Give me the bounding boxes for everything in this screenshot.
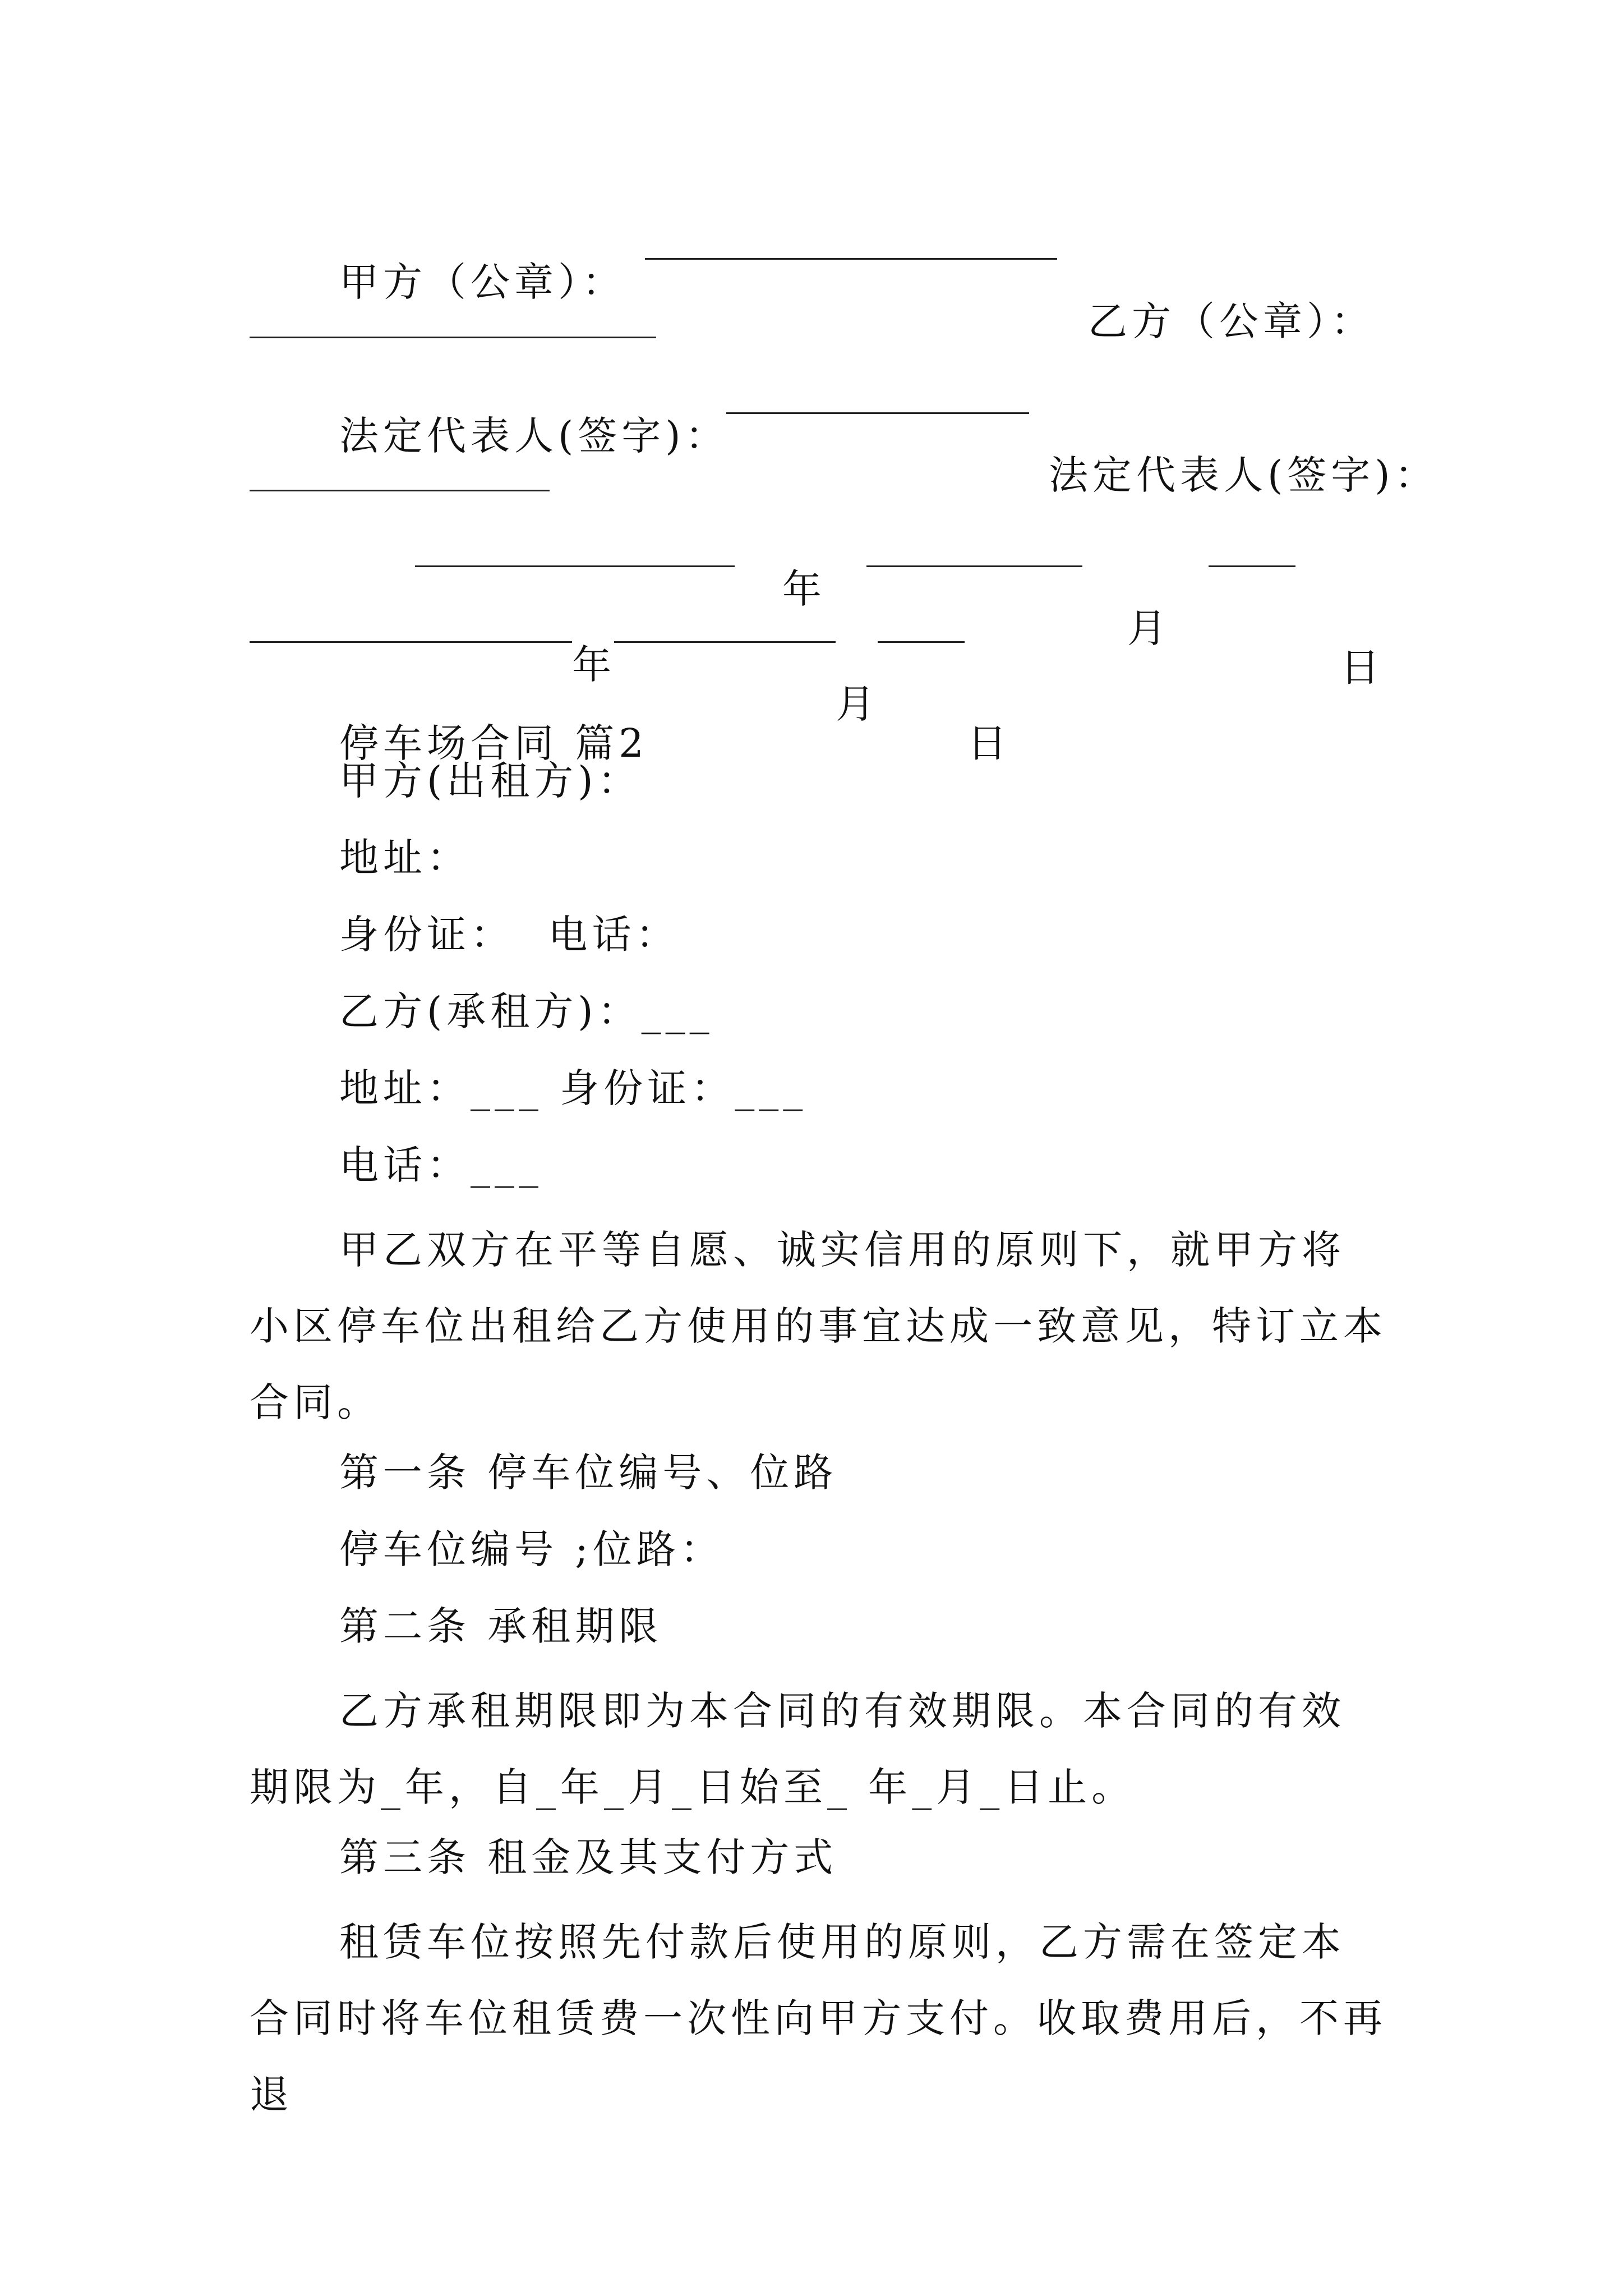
date-b-year: 年 <box>572 642 616 688</box>
party-b-seal-blank <box>250 337 656 338</box>
legal-rep-a-label: 法定代表人(签字)： <box>339 413 729 459</box>
lessee-label: 乙方(承租方)：___ <box>339 988 714 1034</box>
intro-paragraph: 甲乙双方在平等自愿、诚实信用的原则下，就甲方将小区停车位出租给乙方使用的事宜达成一致意见，特订立本合同。 <box>250 1227 1387 1425</box>
date-b-month-blank <box>614 641 836 643</box>
lessor-address: 地址： <box>339 835 471 881</box>
date-a-month: 月 <box>1127 605 1171 651</box>
article1-body: 停车位编号 ;位路： <box>339 1526 724 1572</box>
lessee-address-id: 地址：___ 身份证：___ <box>339 1065 808 1111</box>
party-a-seal-blank <box>645 258 1057 260</box>
date-b-day-blank <box>878 641 965 643</box>
article2-title: 第二条 承租期限 <box>339 1603 663 1649</box>
seal-row <box>0 223 1623 380</box>
date-a-year: 年 <box>782 566 826 612</box>
lessor-label: 甲方(出租方)： <box>339 758 642 804</box>
party-a-seal-label: 甲方（公章）： <box>339 259 626 305</box>
date-a-month-blank <box>866 565 1082 567</box>
date-b-year-blank <box>250 641 572 643</box>
article3-title: 第三条 租金及其支付方式 <box>339 1834 838 1880</box>
legal-rep-b-label: 法定代表人(签字)： <box>1049 452 1438 498</box>
date-a-year-blank <box>415 565 735 567</box>
date-b-month: 月 <box>836 681 879 727</box>
contract-title: 停车场合同 篇2 <box>339 720 648 766</box>
date-a-day: 日 <box>1340 645 1384 691</box>
party-b-seal-label: 乙方（公章）： <box>1088 298 1375 344</box>
article2-body: 乙方承租期限即为本合同的有效期限。本合同的有效期限为_年，自_年_月_日始至_ 年_月_日止。 <box>250 1688 1345 1810</box>
legal-rep-b-blank <box>250 490 550 491</box>
legal-rep-a-blank <box>726 412 1029 414</box>
legal-rep-row <box>0 377 1623 534</box>
contract-title-row <box>0 681 1623 802</box>
lessee-phone: 电话：___ <box>339 1142 543 1188</box>
article3-body: 租赁车位按照先付款后使用的原则，乙方需在签定本合同时将车位租赁费一次性向甲方支付。收取费用后，不再退 <box>250 1919 1387 2118</box>
date-b-day: 日 <box>967 720 1011 766</box>
article1-title: 第一条 停车位编号、位路 <box>339 1450 838 1496</box>
lessor-id-phone: 身份证： 电话： <box>339 912 680 958</box>
date-a-day-blank <box>1209 565 1295 567</box>
